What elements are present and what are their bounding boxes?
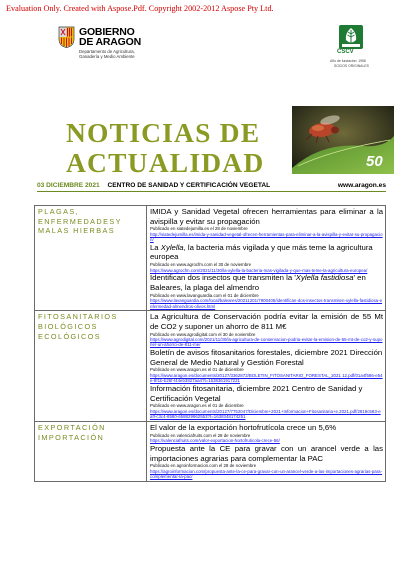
news-link[interactable]: https://agroinformacion.com/propuesta-ante-la-ce-para-gravar-con-un-arancel-verde-a-las-importaciones-agrarias-para-complementar-la-pac/ <box>150 468 383 480</box>
news-source: Publicado en siatedejumilla.es el 28 de noviembre <box>150 226 248 232</box>
news-source: Publicado en www.agrocfm.com el 30 de noviembre <box>150 262 252 268</box>
header-divider <box>37 191 386 192</box>
gobierno-aragon-logo <box>58 26 168 66</box>
section-row-fitosanitarios <box>35 311 386 422</box>
news-source: Publicado en www.agrodigital.com el 30 de noviembre <box>150 331 256 337</box>
svg-text:50: 50 <box>366 153 383 170</box>
organization-name: CENTRO DE SANIDAD Y CERTIFICACIÓN VEGETAL <box>107 182 271 189</box>
news-title-part: La <box>150 242 161 252</box>
category-line: ECOLÓGICOS <box>38 331 102 341</box>
cscv-label: CSCV <box>337 49 354 55</box>
news-link[interactable]: https://www.aragon.es/documents/20127/7752047/Diciembre+2021+Informacion+Fitosanitaria+e.2021.pdf/2819c583-eaff-c3c4-8580-658829962553?t=1638348174251 <box>150 408 381 420</box>
logo-department-line-1: Departamento de Agricultura, <box>79 49 135 54</box>
logo-department-line-2: Ganadería y Medio Ambiente <box>79 54 135 59</box>
news-source: Publicado en agroinformacion.com el 28 de noviembre <box>150 463 257 469</box>
news-items-cell <box>147 311 386 422</box>
title-line-1: NOTICIAS DE <box>66 117 261 148</box>
news-link[interactable]: https://www.aragon.es/documents/20127/3362872/BOLETIN_FITOSANITARIO_FORESTAL_2021 12.pdf/01a4f586-e54e-8f1b-b26f-f44eb3827aa4?t=1638361917221 <box>150 372 383 384</box>
news-item <box>150 312 383 347</box>
category-line: ENFERMEDADESY <box>38 216 122 226</box>
news-item <box>150 273 383 308</box>
category-cell <box>35 311 147 422</box>
news-items-cell <box>147 421 386 481</box>
news-item <box>150 243 383 273</box>
watermark-text: Evaluation Only. Created with Aspose.Pdf. Copyright 2002-2012 Aspose Pty Ltd. <box>6 4 274 13</box>
page-title <box>66 118 264 178</box>
category-line: IMPORTACIÓN <box>38 432 105 442</box>
section-row-plagas <box>35 206 386 311</box>
news-item <box>150 207 383 242</box>
news-title-italic: Xylella fastidiosa <box>295 273 354 283</box>
category-line: FITOSANITARIOS <box>38 312 118 322</box>
news-title-part: ' en Baleares, la plaga del almendro <box>150 273 366 293</box>
news-items-cell <box>147 206 386 311</box>
news-source: Publicado en www.aragon.es el 01 de diciembre <box>150 367 244 373</box>
news-source: Publicado en www.lavanguardia.com el 01 de diciembre <box>150 292 259 298</box>
category-line: MALAS HIERBAS <box>38 226 115 236</box>
news-title <box>150 243 383 262</box>
news-link[interactable]: http://siatedejumilla.es/imida-y-sanidad-vegetal-ofrecen-herramientas-para-eliminar-a-la-avispilla-y-evitar-su-propagacion/ <box>150 231 383 243</box>
news-item <box>150 444 383 479</box>
news-item <box>150 423 383 443</box>
news-title-italic: Xylella <box>160 242 184 252</box>
news-link[interactable]: https://www.lavanguardia.com/local/baleares/20211201/7900405/identifican-dos-insectos-transmiten-xylella-fastidiosa-enfermedad-almendros-olivos.html <box>150 298 383 309</box>
news-source: Publicado en valenciafruits.com el 28 de noviembre <box>150 432 251 438</box>
news-title: IMIDA y Sanidad Vegetal ofrecen herramientas para eliminar a la avispilla y evitar su propagación <box>150 207 383 226</box>
news-link[interactable]: https://www.agrodigital.com/2021/11/30/la-agricultura-de-conservacion-podria-evitar-la-emision-de-55-mt-de-co2-y-suponer-un-ahorro-de-811-me/ <box>150 337 383 348</box>
news-link[interactable]: https://valenciafruits.com/valor-exportacion-hortofruticola-crece-56/ <box>150 438 280 444</box>
dateline <box>37 182 386 189</box>
news-title: Propuesta ante la CE para gravar con un arancel verde a las importaciones agrarias para complementar la PAC <box>150 443 383 463</box>
news-title: El valor de la exportación hortofrutícola crece un 5,6% <box>150 422 337 432</box>
news-title: La Agricultura de Conservación podría evitar la emisión de 55 Mt de CO2 y suponer un ahorro de 811 M€ <box>150 312 383 331</box>
news-table <box>34 205 386 482</box>
news-title-part: , la bacteria más vigilada y que más teme la agricultura europea <box>150 242 373 262</box>
cscv-logo <box>330 24 380 70</box>
website-link[interactable]: www.aragon.es <box>337 182 386 189</box>
cscv-founded: Año de fundación: 1958 <box>330 59 366 63</box>
category-line: PLAGAS, <box>38 207 80 216</box>
section-row-exportacion <box>35 421 386 481</box>
category-cell <box>35 206 147 311</box>
news-link[interactable]: https://www.agrocfm.com/2021/11/30/la-xylella-la-bacteria-mas-vigilada-y-que-mas-teme-la-agricultura-europea/ <box>150 267 368 273</box>
title-line-2: ACTUALIDAD <box>66 147 265 178</box>
aragon-shield-icon <box>58 26 75 48</box>
cscv-partners: SOCIOS ORIGINALES <box>334 64 369 68</box>
news-item <box>150 384 383 419</box>
news-item <box>150 348 383 383</box>
issue-date: 03 DICIEMBRE 2021 <box>37 182 100 189</box>
anniversary-badge <box>366 153 383 170</box>
category-line: EXPORTACIÓN <box>38 422 106 432</box>
news-title: Información fitosanitaria, diciembre 2021 Centro de Sanidad y Certificación Vegetal <box>150 384 363 403</box>
cscv-seal-icon <box>338 24 364 50</box>
category-line: BIOLÓGICOS <box>38 321 98 331</box>
insect-photo <box>292 106 394 174</box>
news-source: Publicado en www.aragon.es el 01 de diciembre <box>150 403 244 409</box>
news-title: Boletín de avisos fitosanitarios forestales, diciembre 2021 Dirección General de Medio Natural y Gestión Forestal <box>150 348 383 367</box>
news-title <box>150 273 383 292</box>
logo-line-1: GOBIERNO <box>79 26 135 38</box>
logo-line-2: DE ARAGON <box>79 36 141 48</box>
news-title-part: Identifican dos insectos que transmiten la ' <box>150 273 296 283</box>
category-cell <box>35 421 147 481</box>
